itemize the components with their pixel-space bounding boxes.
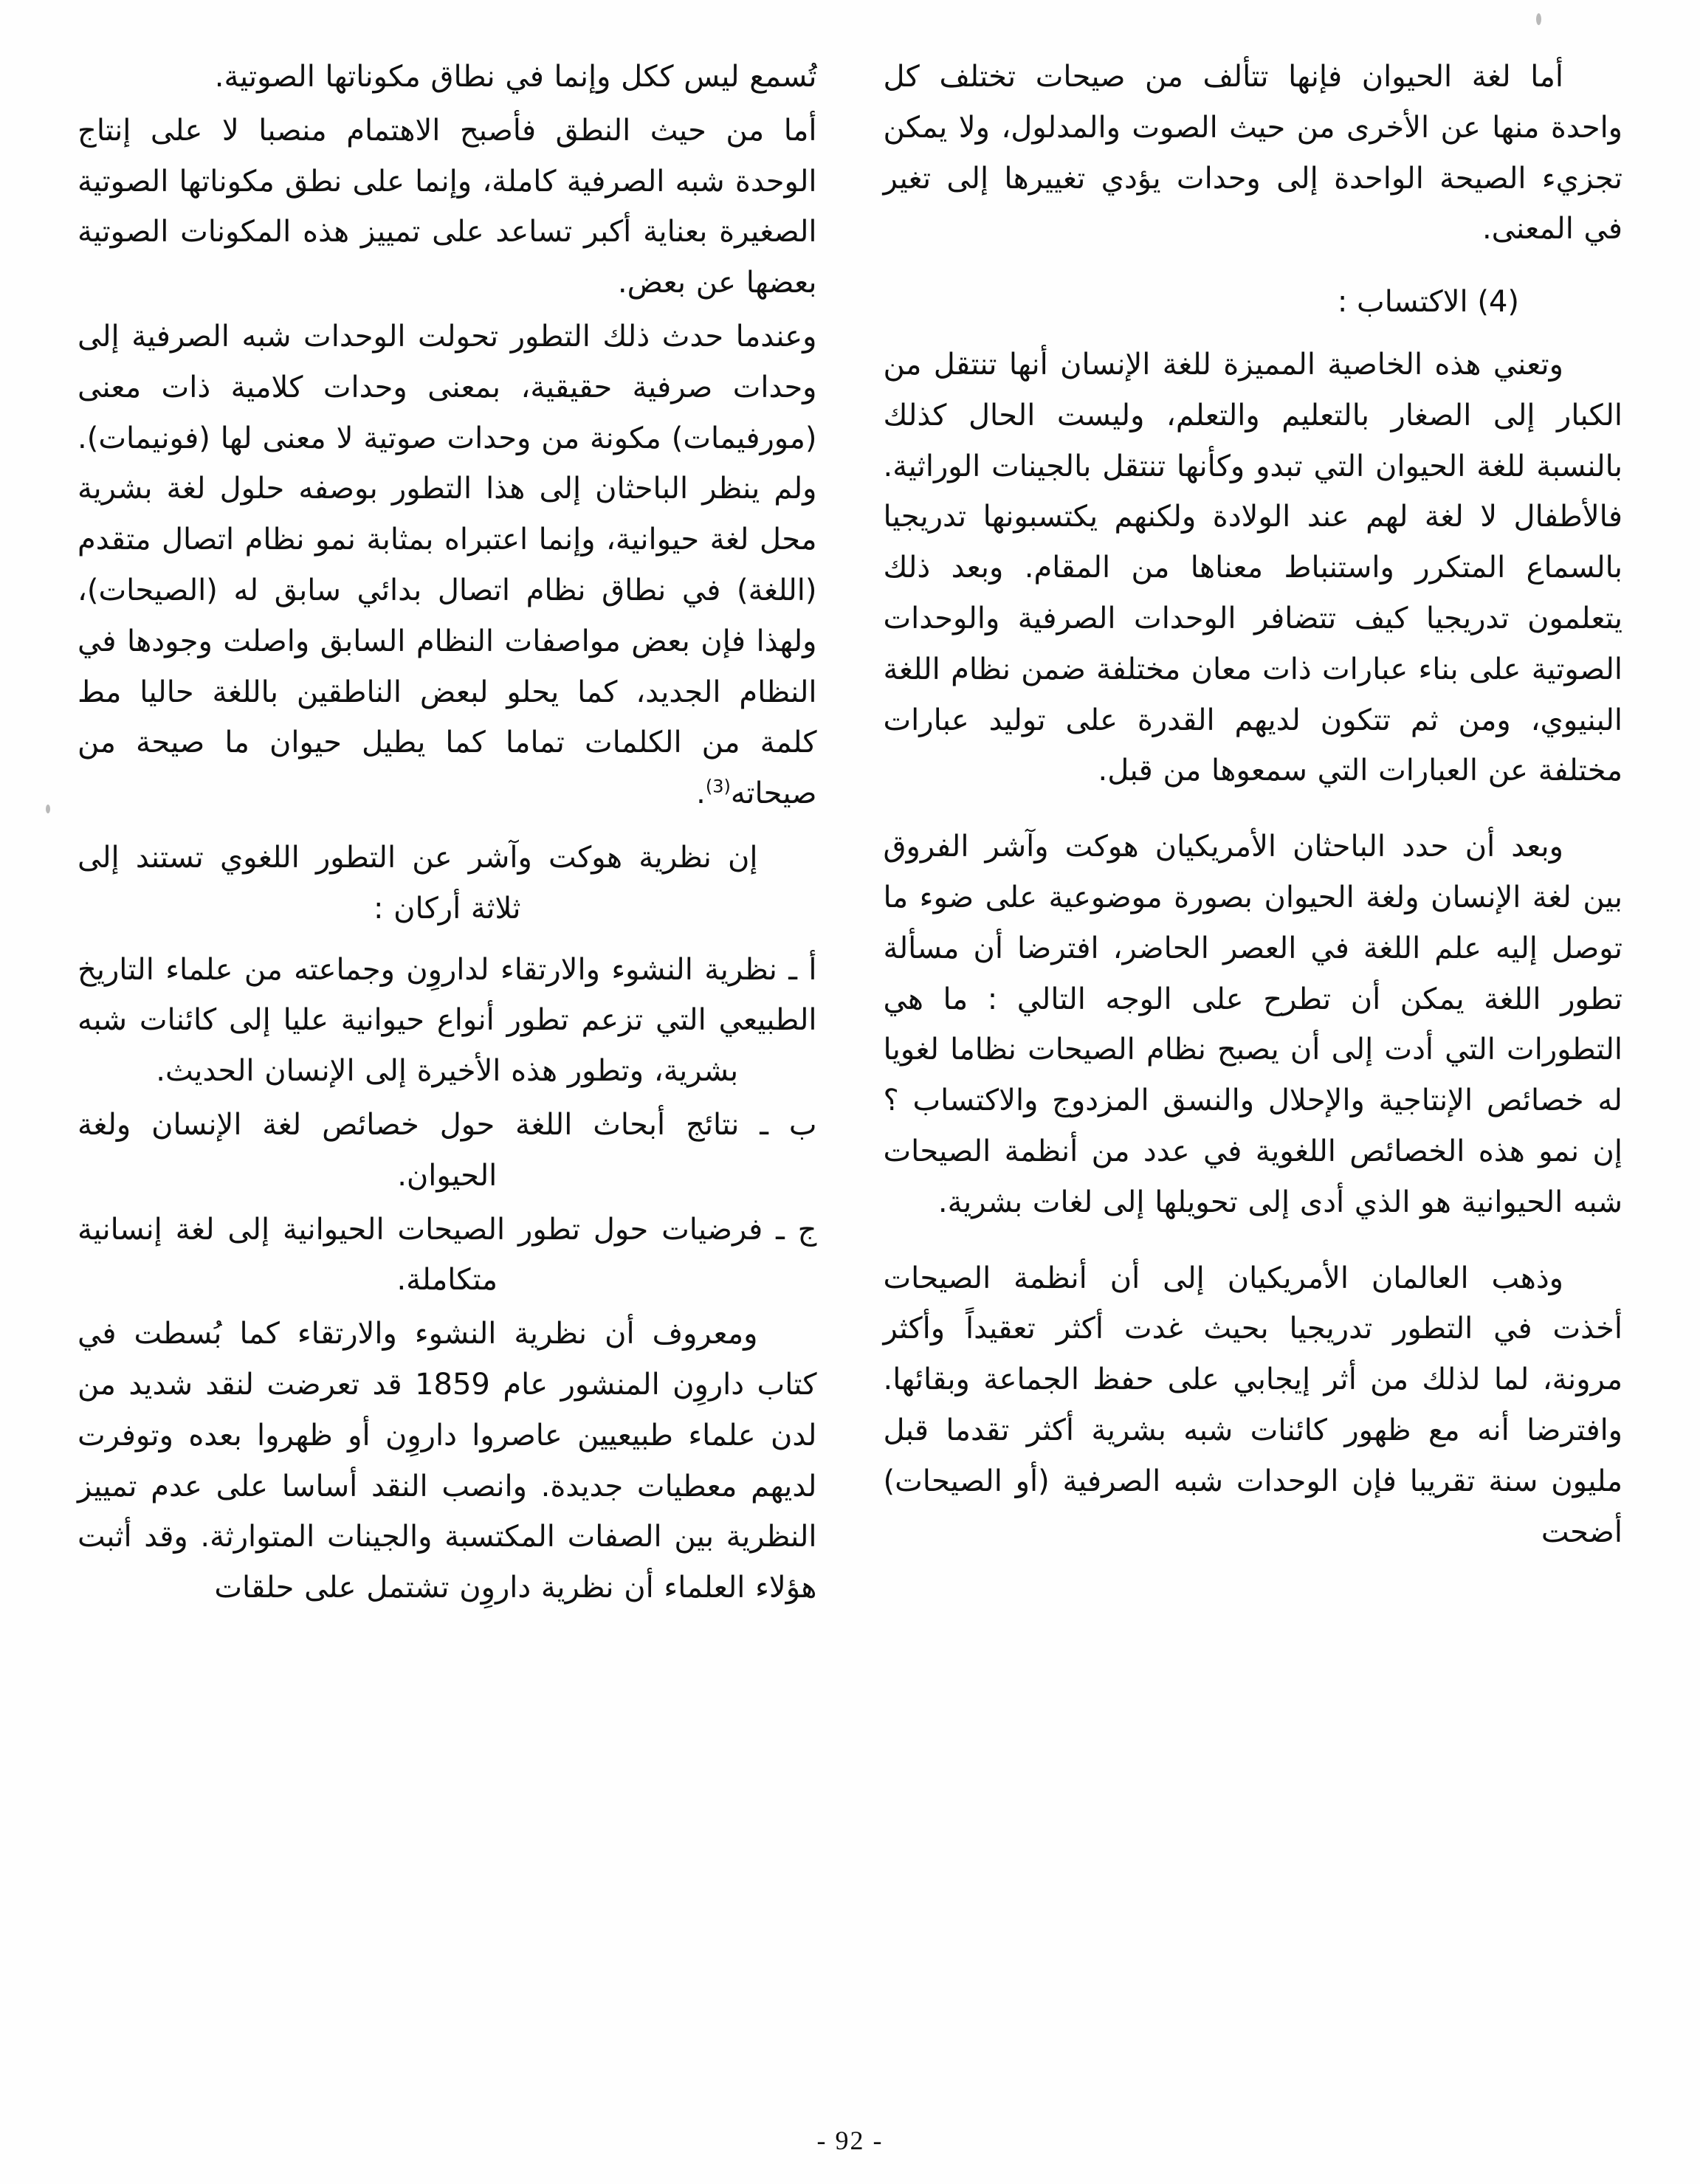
paragraph: وتعني هذه الخاصية المميزة للغة الإنسان أنها تنتقل من الكبار إلى الصغار بالتعليم والتعلم، وليست الحال كذلك بالنسبة للغة الحيوان التي تبدو وكأنها تنتقل بالجينات الوراثية. فالأطفال لا لغة لهم عند الولادة ولكنهم يكتسبونها تدريجيا بالسماع المتكرر واستنباط معناها من المقام. وبعد ذلك يتعلمون تدريجيا كيف تتضافر الوحدات الصرفية والوحدات الصوتية على بناء عبارات ذات معان مختلفة ضمن نظام اللغة البنيوي، ومن ثم تتكون لديهم القدرة على توليد عبارات مختلفة عن العبارات التي سمعوها من قبل. (883, 347, 1622, 788)
paragraph: أما لغة الحيوان فإنها تتألف من صيحات تختلف كل واحدة منها عن الأخرى من حيث الصوت والمدلول، ولا يمكن تجزيء الصيحة الواحدة إلى وحدات يؤدي تغييرها إلى تغير في المعنى. (883, 60, 1622, 247)
list-item-a: أ ـ نظرية النشوء والارتقاء لداروِن وجماعته من علماء التاريخ الطبيعي التي تزعم تطور أنواع حيوانية عليا إلى كائنات شبه بشرية، وتطور هذه الأخيرة إلى الإنسان الحديث. (78, 952, 817, 1089)
paragraph: وبعد أن حدد الباحثان الأمريكيان هوكت وآشر الفروق بين لغة الإنسان ولغة الحيوان بصورة موضوعية على ضوء ما توصل إليه علم اللغة في العصر الحاضر، افترضا أن مسألة تطور اللغة يمكن أن تطرح على الوجه التالي : ما هي التطورات التي أدت إلى أن يصبح نظام الصيحات نظاما لغويا له خصائص الإنتاجية والإحلال والنسق المزدوج والاكتساب ؟ إن نمو هذه الخصائص اللغوية في عدد من أنظمة الصيحات شبه الحيوانية هو الذي أدى إلى تحويلها إلى لغات بشرية. (883, 830, 1622, 1219)
column-left (78, 52, 817, 2103)
footnote-reference: (3) (705, 776, 731, 797)
list-item-b: ب ـ نتائج أبحاث اللغة حول خصائص لغة الإنسان ولغة الحيوان. (78, 1107, 817, 1193)
section-heading-acquisition: (4) الاكتساب : (1337, 285, 1519, 320)
paragraph: أما من حيث النطق فأصبح الاهتمام منصبا لا على إنتاج الوحدة شبه الصرفية كاملة، وإنما على نطق مكوناتها الصوتية الصغيرة بعناية أكبر تساعد على تمييز هذه المكونات الصوتية بعضها عن بعض. (78, 113, 817, 300)
paragraph: ومعروف أن نظرية النشوء والارتقاء كما بُسطت في كتاب داروِن المنشور عام 1859 قد تعرضت لنقد شديد من لدن علماء طبيعيين عاصروا داروِن أو ظهروا بعده وتوفرت لديهم معطيات جديدة. وانصب النقد أساسا على عدم تمييز النظرية بين الصفات المكتسبة والجينات المتوارثة. وقد أثبت هؤلاء العلماء أن نظرية داروِن تشتمل على حلقات (78, 1317, 817, 1605)
paragraph-text: وعندما حدث ذلك التطور تحولت الوحدات شبه الصرفية إلى وحدات صرفية حقيقية، بمعنى وحدات كلامية ذات معنى (مورفيمات) مكونة من وحدات صوتية لا معنى لها (فونيمات). ولم ينظر الباحثان إلى هذا التطور بوصفه حلول لغة بشرية محل لغة حيوانية، وإنما اعتبراه بمثابة نمو نظام اتصال متقدم (اللغة) في نطاق نظام اتصال بدائي سابق له (الصيحات)، ولهذا فإن بعض مواصفات النظام السابق واصلت وجودها في النظام الجديد، كما يحلو لبعض الناطقين باللغة حاليا مط كلمة من الكلمات تماما كما يطيل حيوان ما صيحة من صيحاته (78, 319, 817, 811)
paragraph: وذهب العالمان الأمريكيان إلى أن أنظمة الصيحات أخذت في التطور تدريجيا بحيث غدت أكثر تعقيداً وأكثر مرونة، لما لذلك من أثر إيجابي على حفظ الجماعة وبقائها. وافترضا أنه مع ظهور كائنات شبه بشرية أكثر تقدما قبل مليون سنة تقريبا فإن الوحدات شبه الصرفية (أو الصيحات) أضحت (883, 1261, 1622, 1549)
list-item-c: ج ـ فرضيات حول تطور الصيحات الحيوانية إلى لغة إنسانية متكاملة. (78, 1212, 817, 1298)
page-body (78, 52, 1622, 2103)
paper-speck (46, 805, 50, 813)
page-number: - 92 - (816, 2126, 884, 2155)
paragraph: إن نظرية هوكت وآشر عن التطور اللغوي تستند إلى ثلاثة أركان : (78, 840, 758, 926)
column-right (884, 52, 1623, 2103)
paragraph: تُسمع ليس ككل وإنما في نطاق مكوناتها الصوتية. (214, 60, 817, 94)
paragraph: وعندما حدث ذلك التطور تحولت الوحدات شبه الصرفية إلى وحدات صرفية حقيقية، بمعنى وحدات كلامية ذات معنى (مورفيمات) مكونة من وحدات صوتية لا معنى لها (فونيمات). ولم ينظر الباحثان إلى هذا التطور بوصفه حلول لغة بشرية محل لغة حيوانية، وإنما اعتبراه بمثابة نمو نظام اتصال متقدم (اللغة) في نطاق نظام اتصال بدائي سابق له (الصيحات)، ولهذا فإن بعض مواصفات النظام السابق واصلت وجودها في النظام الجديد، كما يحلو لبعض الناطقين باللغة حاليا مط كلمة من الكلمات تماما كما يطيل حيوان ما صيحة من صيحاته$^{(3)}$. (78, 319, 817, 811)
paper-speck (1536, 13, 1541, 25)
